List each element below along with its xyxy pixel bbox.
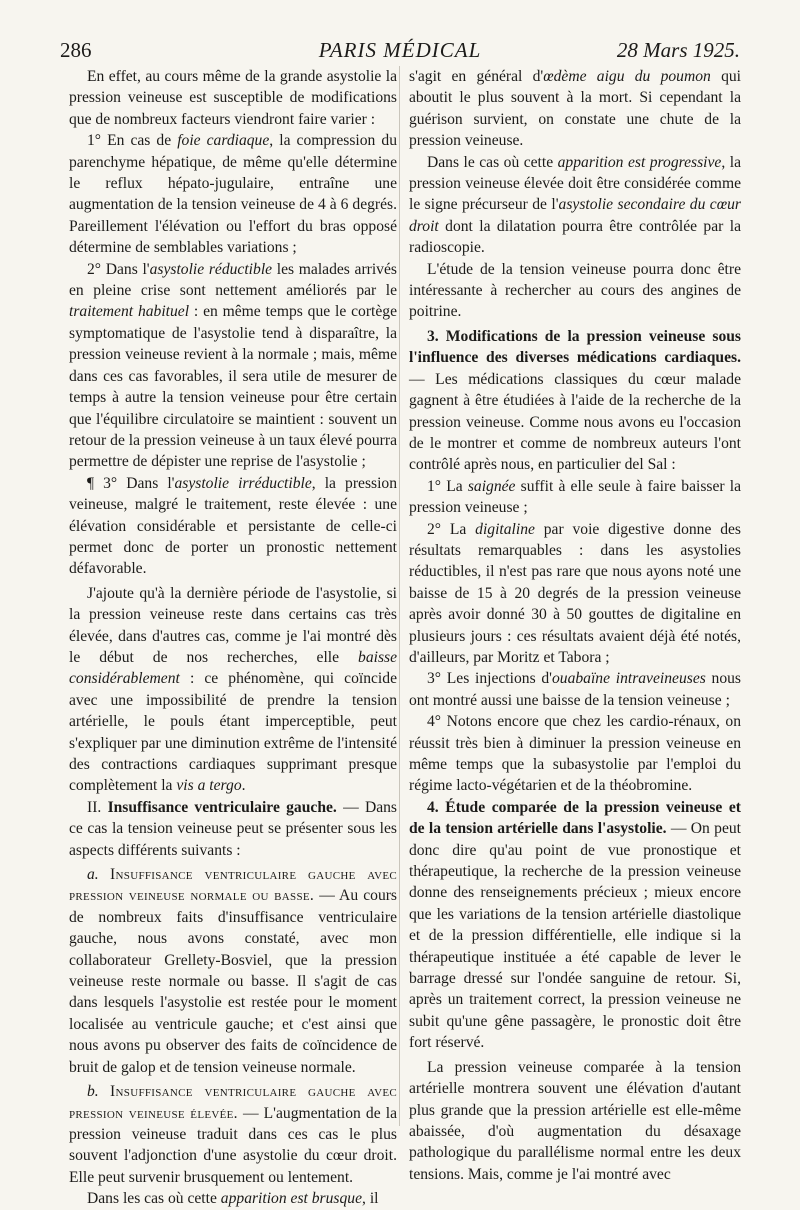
text-run: digitaline bbox=[475, 520, 535, 538]
paragraph bbox=[69, 66, 397, 130]
text-run: 1° En cas de bbox=[87, 132, 178, 150]
text-run: saignée bbox=[467, 477, 516, 495]
text-run: Insuffisance ventriculaire gauche. bbox=[107, 798, 337, 816]
text-run: apparition est progressive bbox=[557, 153, 722, 171]
text-run: — Les médications classiques du cœur malade gagnent à être étudiées à l'aide de la recherche de la pression veineuse. Comme nous avons eu l'occasion de le montrer et comme de nombreux auteurs l'ont contrôlé après nous, en particulier del Sal : bbox=[409, 370, 741, 474]
left-column bbox=[69, 66, 397, 1210]
paragraph bbox=[69, 1081, 397, 1188]
paragraph bbox=[409, 1057, 741, 1185]
text-run: b. bbox=[87, 1083, 111, 1101]
text-run: par voie digestive donne des résultats remarquables : dans les asystolies réductibles, il n'est pas rare que nous ayons noté une baisse de 15 à 20 degrés de la pression veineuse après avoir donné 30 à 50 gouttes de digitaline en plusieurs jours : ces résultats avaient déjà été notés, d'ailleurs, par Moritz et Tabora ; bbox=[409, 520, 741, 666]
text-run: , la compression du parenchyme hépatique, de même qu'elle détermine le reflux hépato-jugulaire, entraîne une augmentation de la tension veineuse de 4 à 6 degrés. Pareillement l'élévation ou l'effort du bras opposé détermine de semblables variations ; bbox=[69, 132, 398, 257]
page-header bbox=[60, 38, 740, 68]
text-run: II. bbox=[87, 798, 108, 816]
text-run: a. bbox=[87, 866, 111, 884]
paragraph bbox=[69, 864, 397, 1078]
text-run: baisse considérablement bbox=[69, 648, 397, 688]
text-run: suffit à elle seule à faire baisser la pression veineuse ; bbox=[409, 477, 741, 517]
text-run: L'étude de la tension veineuse pourra donc être intéressante à rechercher au cours des angines de poitrine. bbox=[409, 260, 741, 321]
text-run: 3° Les injections d' bbox=[427, 670, 552, 688]
paragraph bbox=[69, 473, 397, 580]
text-run: J'ajoute qu'à la dernière période de l'asystolie, si la pression veineuse reste dans certains cas très élevée, dans d'autres cas, comme je l'ai montré dès le début de nos recherches, elle bbox=[69, 584, 397, 666]
text-run: . bbox=[241, 777, 246, 795]
paragraph bbox=[69, 1188, 397, 1209]
column-divider bbox=[399, 66, 400, 1126]
text-run: La pression veineuse comparée à la tension artérielle montrera souvent une élévation d'autant plus grande que la pression artérielle est elle-même abaissée, d'où augmentation du désaxage pathologique du parallélisme normal entre les deux tensions. Mais, comme je l'ai montré avec bbox=[409, 1058, 741, 1183]
text-run: s'agit en général d' bbox=[409, 68, 544, 85]
paragraph bbox=[69, 583, 397, 797]
text-run: Dans les cas où cette bbox=[87, 1190, 221, 1208]
paragraph bbox=[409, 711, 741, 797]
text-run: les malades arrivés en pleine crise sont nettement améliorés par le bbox=[69, 260, 397, 300]
text-run: vis a tergo bbox=[176, 777, 242, 795]
text-run: Insuffisance ventriculaire gauche avec pression veineuse normale ou basse. bbox=[69, 866, 397, 905]
page-number: 286 bbox=[60, 38, 92, 62]
text-run: œdème aigu du poumon bbox=[543, 68, 711, 85]
text-run: : en même temps que le cortège symptomatique de l'asystolie tend à disparaître, la pression veineuse revient à la normale ; mais, même dans ces cas favorables, il sera utile de mesurer de temps à autre la tension veineuse pour être certain que l'équilibre circulatoire se maintient : souvent un retour de la pression veineuse à un taux élevé pourra permettre de dépister une reprise de l'asystolie ; bbox=[69, 303, 397, 471]
text-run: , la pression veineuse, malgré le traitement, reste élevée : une élévation considérable et persistante de celle-ci permet donc de porter un pronostic nettement défavorable. bbox=[69, 474, 398, 578]
paragraph bbox=[409, 668, 741, 711]
text-run: 4° Notons encore que chez les cardio-rénaux, on réussit très bien à diminuer la pression veineuse en même temps que la subasystolie par l'emploi du régime lacto-végétarien et de la théobromine. bbox=[409, 713, 741, 795]
paragraph bbox=[409, 152, 741, 259]
text-run: qui aboutit le plus souvent à la mort. Si cependant la guérison survient, on constate une chute de la pression veineuse. bbox=[409, 68, 742, 150]
text-run: 1° La bbox=[427, 477, 468, 495]
text-run: — L'augmentation de la pression veineuse traduit dans ces cas le plus souvent l'adjonction d'une asystolie du cœur droit. Elle peut survenir brusquement ou lentement. bbox=[69, 1104, 397, 1186]
text-run: traitement habituel bbox=[69, 303, 190, 321]
text-run: 3. Modifications de la pression veineuse sous l'influence des diverses médications cardiaques. bbox=[409, 327, 741, 367]
text-run: Insuffisance ventriculaire gauche avec pression veineuse élevée. bbox=[69, 1083, 397, 1122]
right-column bbox=[409, 66, 741, 1185]
text-run: nous ont montré aussi une baisse de la tension veineuse ; bbox=[409, 670, 741, 709]
text-run: : ce phénomène, qui coïncide avec une impossibilité de prendre la tension artérielle, le pouls étant imperceptible, peut s'expliquer par une diminution extrême de l'intensité des contractions cardiaques supprimant presque complètement la bbox=[69, 670, 397, 795]
text-run: 2° La bbox=[427, 520, 476, 538]
paragraph bbox=[69, 130, 397, 258]
text-run: , il bbox=[362, 1190, 379, 1208]
paragraph bbox=[69, 259, 397, 473]
text-run: apparition est brusque bbox=[220, 1190, 363, 1208]
section-heading-paragraph bbox=[409, 326, 741, 476]
paragraph bbox=[409, 66, 741, 152]
section-heading-paragraph bbox=[69, 797, 397, 861]
text-run: asystolie irréductible bbox=[174, 474, 312, 492]
text-run: — Au cours de nombreux faits d'insuffisance ventriculaire gauche, nous avons constaté, avec mon collaborateur Grellety-Bosviel, que la pression veineuse reste normale ou basse. Il s'agit de cas dans lesquels l'asystolie est restée pour le moment localisée au ventricule gauche; et c'est ainsi que nous avons pu observer des faits de coïncidence de bruit de galop et de tension veineuse normale. bbox=[69, 887, 397, 1076]
issue-date: 28 Mars 1925. bbox=[616, 38, 740, 62]
text-run: foie cardiaque bbox=[177, 132, 270, 150]
paragraph bbox=[409, 519, 741, 669]
paragraph bbox=[409, 259, 741, 323]
paragraph bbox=[409, 476, 741, 519]
text-run: — Dans ce cas la tension veineuse peut se présenter sous les aspects différents suivants : bbox=[69, 798, 397, 859]
text-run: Dans le cas où cette bbox=[427, 153, 558, 171]
text-run: — On peut donc dire qu'au point de vue pronostique et thérapeutique, la recherche de la pression veineuse donne des renseignements précieux ; mieux encore que les variations de la tension artérielle diastolique et de la pression différentielle, elle indique si la thérapeutique instituée a été capable de lever le barrage dressé sur l'ondée sanguine de retour. Si, après un traitement correct, la pression veineuse ne subit qu'une gêne passagère, le pronostic doit être fort réservé. bbox=[409, 820, 741, 1052]
text-run: asystolie réductible bbox=[149, 260, 273, 278]
journal-title: PARIS MÉDICAL bbox=[318, 38, 482, 62]
text-run: 2° Dans l' bbox=[87, 260, 150, 278]
text-run: ¶ 3° Dans l' bbox=[87, 474, 175, 492]
text-run: ouabaïne intraveineuses bbox=[551, 670, 706, 688]
text-run: dont la dilatation pourra être contrôlée par la radioscopie. bbox=[409, 217, 741, 257]
text-run: 4. Étude comparée de la pression veineuse et de la tension artérielle dans l'asystolie. bbox=[409, 798, 741, 838]
text-run: En effet, au cours même de la grande asystolie la pression veineuse est susceptible de modifications que de nombreux facteurs viendront faire varier : bbox=[69, 68, 397, 128]
text-run: , la pression veineuse élevée doit être considérée comme le signe précurseur de l' bbox=[409, 153, 741, 214]
text-run: asystolie secondaire du cœur droit bbox=[409, 196, 741, 235]
section-heading-paragraph bbox=[409, 797, 741, 1054]
